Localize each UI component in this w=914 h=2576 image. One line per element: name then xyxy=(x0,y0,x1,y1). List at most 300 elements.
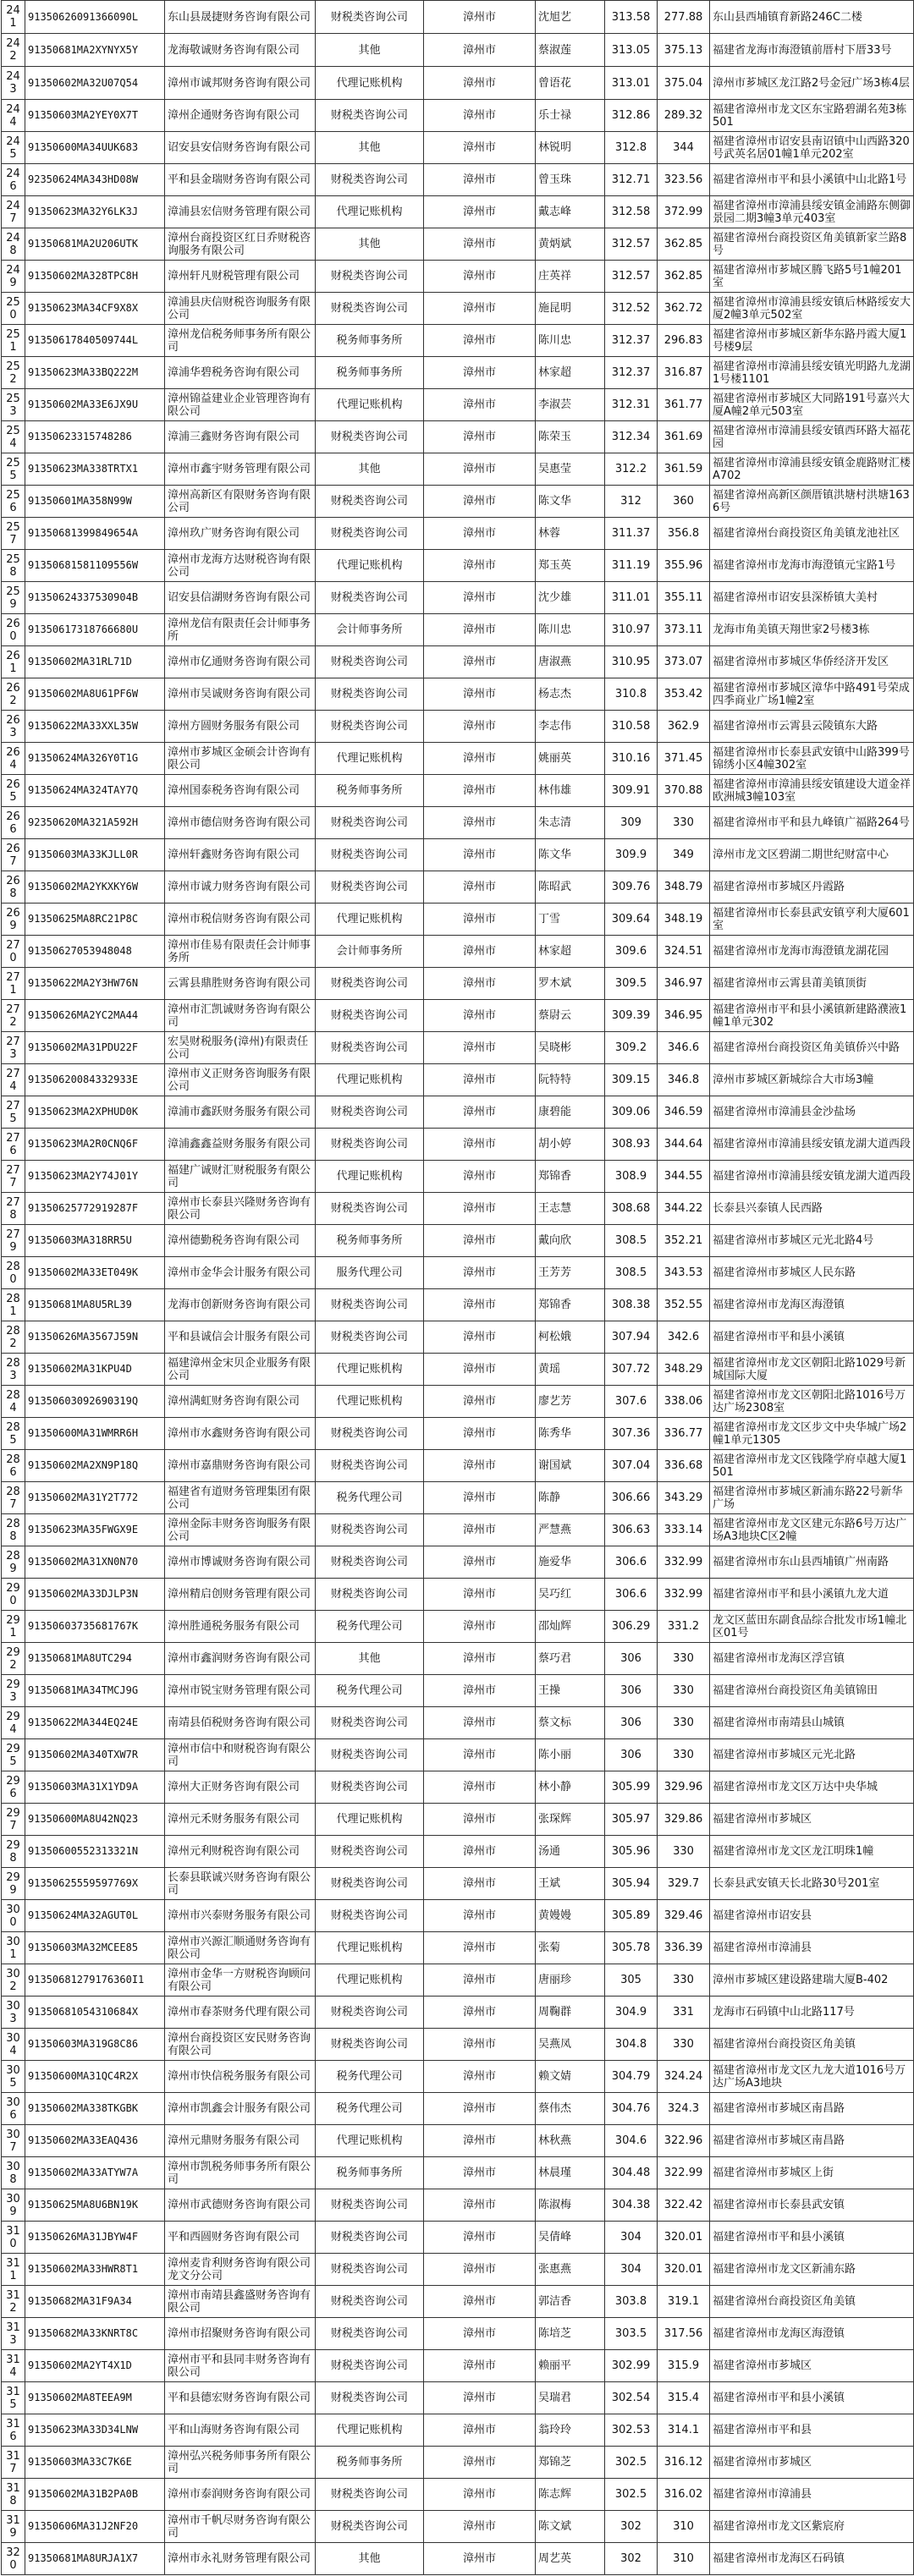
contact-person: 林家超 xyxy=(536,936,605,968)
score: 309.06 xyxy=(605,1096,658,1129)
category: 财税类咨询公司 xyxy=(316,1321,424,1354)
company-name: 漳州台商投资区红日乔财税咨询服务有限公司 xyxy=(165,228,316,261)
index-value: 361.69 xyxy=(658,421,710,453)
category: 财税类咨询公司 xyxy=(316,1546,424,1579)
city: 漳州市 xyxy=(424,67,536,100)
contact-person: 林秋燕 xyxy=(536,2125,605,2157)
contact-person: 王斌 xyxy=(536,1868,605,1900)
contact-person: 陈川忠 xyxy=(536,325,605,357)
category: 财税类咨询公司 xyxy=(316,1096,424,1129)
table-row xyxy=(2,1546,914,1579)
category: 财税类咨询公司 xyxy=(316,1450,424,1482)
row-number: 246 xyxy=(2,164,25,196)
credit-code: 91350624MA324TAY7Q xyxy=(25,775,165,807)
score: 302.5 xyxy=(605,2447,658,2479)
credit-code: 91350602MA338TKGBK xyxy=(25,2093,165,2125)
contact-person: 张惠燕 xyxy=(536,2254,605,2286)
company-name: 南靖县佰税财务咨询有限公司 xyxy=(165,1707,316,1739)
company-name: 诏安县信湖财务咨询有限公司 xyxy=(165,582,316,614)
score: 304.8 xyxy=(605,2029,658,2061)
category: 财税类咨询公司 xyxy=(316,100,424,132)
score: 302 xyxy=(605,2543,658,2575)
contact-person: 陈川忠 xyxy=(536,614,605,646)
credit-code: 91350603092690319Q xyxy=(25,1386,165,1418)
category: 财税类咨询公司 xyxy=(316,2511,424,2543)
contact-person: 阮特特 xyxy=(536,1064,605,1096)
credit-code: 91350602MA328TPC8H xyxy=(25,261,165,293)
city: 漳州市 xyxy=(424,1000,536,1032)
address: 福建省漳州市芗城区腾飞路5号1幢201室 xyxy=(710,261,914,293)
row-number: 305 xyxy=(2,2061,25,2093)
address: 福建省漳州市漳浦县 xyxy=(710,2479,914,2511)
table-row xyxy=(2,421,914,453)
address: 福建省漳州市芗城区新华东路丹霞大厦1号楼9层 xyxy=(710,325,914,357)
city: 漳州市 xyxy=(424,871,536,904)
address: 福建省漳州市芗城区 xyxy=(710,1804,914,1836)
row-number: 315 xyxy=(2,2382,25,2414)
table-row xyxy=(2,1964,914,1997)
address: 福建省漳州市龙海市海澄镇龙湖花园 xyxy=(710,936,914,968)
credit-code: 91350623MA33D34LNW xyxy=(25,2414,165,2447)
city: 漳州市 xyxy=(424,1611,536,1643)
company-name: 漳州市龙海方达财税咨询有限公司 xyxy=(165,550,316,582)
company-name: 漳州市招聚财务咨询有限公司 xyxy=(165,2318,316,2350)
city: 漳州市 xyxy=(424,1321,536,1354)
credit-code: 91350603MA2YEY0X7T xyxy=(25,100,165,132)
company-name: 漳州轩鑫财务咨询有限公司 xyxy=(165,839,316,871)
contact-person: 吴倩峰 xyxy=(536,2222,605,2254)
index-value: 330 xyxy=(658,2029,710,2061)
score: 311.01 xyxy=(605,582,658,614)
credit-code: 91350602MA33ET049K xyxy=(25,1257,165,1289)
category: 财税类咨询公司 xyxy=(316,646,424,678)
city: 漳州市 xyxy=(424,1868,536,1900)
credit-code: 91350617318766680U xyxy=(25,614,165,646)
row-number: 286 xyxy=(2,1450,25,1482)
company-name: 云霄县鼎胜财务咨询有限公司 xyxy=(165,968,316,1000)
row-number: 311 xyxy=(2,2254,25,2286)
category: 代理记账机构 xyxy=(316,1964,424,1997)
row-number: 301 xyxy=(2,1932,25,1964)
company-name: 龙海敬诚财务咨询有限公司 xyxy=(165,34,316,67)
category: 财税类咨询公司 xyxy=(316,518,424,550)
contact-person: 陈秀华 xyxy=(536,1418,605,1450)
credit-code: 91350623MA35FWGX9E xyxy=(25,1514,165,1546)
table-row xyxy=(2,389,914,421)
row-number: 268 xyxy=(2,871,25,904)
index-value: 323.56 xyxy=(658,164,710,196)
index-value: 330 xyxy=(658,1836,710,1868)
contact-person: 陈文华 xyxy=(536,486,605,518)
address: 福建省漳州市芗城区人民东路 xyxy=(710,1257,914,1289)
row-number: 277 xyxy=(2,1161,25,1193)
category: 代理记账机构 xyxy=(316,1064,424,1096)
row-number: 276 xyxy=(2,1129,25,1161)
city: 漳州市 xyxy=(424,1997,536,2029)
category: 财税类咨询公司 xyxy=(316,839,424,871)
city: 漳州市 xyxy=(424,1932,536,1964)
row-number: 278 xyxy=(2,1193,25,1225)
score: 312 xyxy=(605,486,658,518)
address: 福建省漳州台商投资区角美镇锦田 xyxy=(710,1675,914,1707)
city: 漳州市 xyxy=(424,1129,536,1161)
contact-person: 杨志杰 xyxy=(536,678,605,711)
city: 漳州市 xyxy=(424,34,536,67)
index-value: 344.64 xyxy=(658,1129,710,1161)
index-value: 316.12 xyxy=(658,2447,710,2479)
company-name: 漳州金际丰财务咨询服务有限公司 xyxy=(165,1514,316,1546)
score: 306.66 xyxy=(605,1482,658,1514)
credit-code: 91350623MA33BQ222M xyxy=(25,357,165,389)
index-value: 346.59 xyxy=(658,1096,710,1129)
row-number: 274 xyxy=(2,1064,25,1096)
credit-code: 91350626MA31JBYW4F xyxy=(25,2222,165,2254)
credit-code: 91350602MA8TEEA9M xyxy=(25,2382,165,2414)
contact-person: 李志伟 xyxy=(536,711,605,743)
table-row xyxy=(2,67,914,100)
city: 漳州市 xyxy=(424,1161,536,1193)
table-row xyxy=(2,1,914,34)
row-number: 303 xyxy=(2,1997,25,2029)
index-value: 373.11 xyxy=(658,614,710,646)
index-value: 330 xyxy=(658,807,710,839)
company-name: 漳州德勤税务咨询有限公司 xyxy=(165,1225,316,1257)
credit-code: 91350602MA2YT4X1D xyxy=(25,2350,165,2382)
row-number: 281 xyxy=(2,1289,25,1321)
city: 漳州市 xyxy=(424,2382,536,2414)
category: 财税类咨询公司 xyxy=(316,2222,424,2254)
score: 306.6 xyxy=(605,1579,658,1611)
credit-code: 91350601MA358N99W xyxy=(25,486,165,518)
score: 311.19 xyxy=(605,550,658,582)
category: 代理记账机构 xyxy=(316,1354,424,1386)
contact-person: 庄英祥 xyxy=(536,261,605,293)
address: 福建省漳州市芗城区漳华中路491号荣成四季商业广场1幢2室 xyxy=(710,678,914,711)
address: 福建省漳州市芗城区大同路191号嘉兴大厦A幢2单元503室 xyxy=(710,389,914,421)
table-row xyxy=(2,1868,914,1900)
city: 漳州市 xyxy=(424,1546,536,1579)
address: 福建省龙海市海澄镇前厝村下厝33号 xyxy=(710,34,914,67)
company-name: 漳浦华碧税务咨询有限公司 xyxy=(165,357,316,389)
category: 会计师事务所 xyxy=(316,936,424,968)
credit-code: 91350624337530904B xyxy=(25,582,165,614)
category: 税务代理公司 xyxy=(316,1675,424,1707)
row-number: 266 xyxy=(2,807,25,839)
score: 307.6 xyxy=(605,1386,658,1418)
company-name: 漳州市金华一方财税咨询顾问有限公司 xyxy=(165,1964,316,1997)
category: 税务代理公司 xyxy=(316,2061,424,2093)
city: 漳州市 xyxy=(424,2222,536,2254)
credit-code: 91350622MA2Y3HW76N xyxy=(25,968,165,1000)
company-name: 漳浦市鑫跃财务服务有限公司 xyxy=(165,1096,316,1129)
category: 税务代理公司 xyxy=(316,1482,424,1514)
table-row xyxy=(2,1064,914,1096)
table-row xyxy=(2,453,914,486)
table-row xyxy=(2,2222,914,2254)
contact-person: 郑锦香 xyxy=(536,1289,605,1321)
city: 漳州市 xyxy=(424,164,536,196)
credit-code: 91350600MA31QC4R2X xyxy=(25,2061,165,2093)
table-row xyxy=(2,2447,914,2479)
company-name: 漳州市锐宝财务管理有限公司 xyxy=(165,1675,316,1707)
table-row xyxy=(2,1225,914,1257)
table-row xyxy=(2,1771,914,1804)
company-name: 东山县晟捷财务咨询有限公司 xyxy=(165,1,316,34)
row-number: 267 xyxy=(2,839,25,871)
company-name: 漳州市税信财务咨询有限公司 xyxy=(165,904,316,936)
table-row xyxy=(2,1386,914,1418)
score: 302.54 xyxy=(605,2382,658,2414)
city: 漳州市 xyxy=(424,196,536,228)
address: 福建省漳州市龙文区东宝路碧湖名苑3栋501 xyxy=(710,100,914,132)
credit-code: 91350625772919287F xyxy=(25,1193,165,1225)
index-value: 330 xyxy=(658,1643,710,1675)
contact-person: 林蓉 xyxy=(536,518,605,550)
address: 漳州市芗城区新城综合大市场3幢 xyxy=(710,1064,914,1096)
category: 代理记账机构 xyxy=(316,196,424,228)
city: 漳州市 xyxy=(424,1804,536,1836)
address: 福建省漳州市漳浦县绥安镇建设大道金祥欧洲城3幢103室 xyxy=(710,775,914,807)
city: 漳州市 xyxy=(424,2061,536,2093)
contact-person: 吴晓彬 xyxy=(536,1032,605,1064)
index-value: 330 xyxy=(658,1707,710,1739)
category: 财税类咨询公司 xyxy=(316,1739,424,1771)
score: 309.6 xyxy=(605,936,658,968)
address: 福建省漳州市漳浦县 xyxy=(710,1932,914,1964)
table-row xyxy=(2,775,914,807)
contact-person: 陈小丽 xyxy=(536,1739,605,1771)
row-number: 307 xyxy=(2,2125,25,2157)
category: 代理记账机构 xyxy=(316,2414,424,2447)
address: 东山县西埔镇育新路246C二楼 xyxy=(710,1,914,34)
contact-person: 黄炳斌 xyxy=(536,228,605,261)
city: 漳州市 xyxy=(424,550,536,582)
index-value: 348.79 xyxy=(658,871,710,904)
contact-person: 郑锦芝 xyxy=(536,2447,605,2479)
table-row xyxy=(2,1032,914,1064)
table-row xyxy=(2,1321,914,1354)
city: 漳州市 xyxy=(424,486,536,518)
index-value: 355.96 xyxy=(658,550,710,582)
contact-person: 吴燕凤 xyxy=(536,2029,605,2061)
row-number: 255 xyxy=(2,453,25,486)
index-value: 371.45 xyxy=(658,743,710,775)
address: 福建省漳州市漳浦县绥安镇龙湖大道西段 xyxy=(710,1161,914,1193)
index-value: 336.68 xyxy=(658,1450,710,1482)
row-number: 291 xyxy=(2,1611,25,1643)
row-number: 299 xyxy=(2,1868,25,1900)
credit-code: 91350681MA8UTC294 xyxy=(25,1643,165,1675)
city: 漳州市 xyxy=(424,614,536,646)
score: 305 xyxy=(605,1964,658,1997)
company-name: 漳州麦肯利财务咨询有限公司龙文分公司 xyxy=(165,2254,316,2286)
score: 306.63 xyxy=(605,1514,658,1546)
contact-person: 乐士禄 xyxy=(536,100,605,132)
row-number: 304 xyxy=(2,2029,25,2061)
credit-code: 91350620084332933E xyxy=(25,1064,165,1096)
city: 漳州市 xyxy=(424,421,536,453)
score: 305.89 xyxy=(605,1900,658,1932)
contact-person: 陈文华 xyxy=(536,839,605,871)
city: 漳州市 xyxy=(424,132,536,164)
company-name: 漳州市佳易有限责任会计师事务所 xyxy=(165,936,316,968)
address: 福建省漳州市芗城区新浦东路22号新华广场 xyxy=(710,1482,914,1514)
contact-person: 赖文婧 xyxy=(536,2061,605,2093)
index-value: 346.95 xyxy=(658,1000,710,1032)
contact-person: 林锐明 xyxy=(536,132,605,164)
address: 福建省漳州市芗城区 xyxy=(710,2350,914,2382)
category: 财税类咨询公司 xyxy=(316,968,424,1000)
contact-person: 曾玉珠 xyxy=(536,164,605,196)
index-value: 346.6 xyxy=(658,1032,710,1064)
company-name: 漳州市武德财务咨询有限公司 xyxy=(165,2189,316,2222)
credit-code: 91350627053948048 xyxy=(25,936,165,968)
row-number: 251 xyxy=(2,325,25,357)
row-number: 296 xyxy=(2,1771,25,1804)
company-name: 漳州市汇凯诚财务咨询有限公司 xyxy=(165,1000,316,1032)
category: 代理记账机构 xyxy=(316,1386,424,1418)
address: 福建省漳州市漳浦县绥安镇金鹿路财汇楼A702 xyxy=(710,453,914,486)
table-row xyxy=(2,357,914,389)
city: 漳州市 xyxy=(424,1836,536,1868)
row-number: 250 xyxy=(2,293,25,325)
company-name: 漳州大正财务咨询有限公司 xyxy=(165,1771,316,1804)
category: 财税类咨询公司 xyxy=(316,1997,424,2029)
row-number: 262 xyxy=(2,678,25,711)
address: 福建省漳州市平和县小溪镇 xyxy=(710,2382,914,2414)
address: 福建省漳州市龙海区浮宫镇 xyxy=(710,1643,914,1675)
table-row xyxy=(2,261,914,293)
score: 310.8 xyxy=(605,678,658,711)
table-row xyxy=(2,293,914,325)
index-value: 362.85 xyxy=(658,228,710,261)
address: 福建省漳州市龙文区建元东路6号万达广场A3地块C区2幢 xyxy=(710,1514,914,1546)
table-row xyxy=(2,228,914,261)
row-number: 258 xyxy=(2,550,25,582)
city: 漳州市 xyxy=(424,743,536,775)
city: 漳州市 xyxy=(424,1257,536,1289)
contact-person: 吴巧红 xyxy=(536,1579,605,1611)
row-number: 313 xyxy=(2,2318,25,2350)
table-row xyxy=(2,2318,914,2350)
score: 306 xyxy=(605,1643,658,1675)
category: 财税类咨询公司 xyxy=(316,1193,424,1225)
row-number: 283 xyxy=(2,1354,25,1386)
category: 财税类咨询公司 xyxy=(316,1032,424,1064)
city: 漳州市 xyxy=(424,2125,536,2157)
row-number: 252 xyxy=(2,357,25,389)
index-value: 349 xyxy=(658,839,710,871)
address: 福建省漳州高新区颜厝镇洪塘村洪塘1636号 xyxy=(710,486,914,518)
index-value: 315.9 xyxy=(658,2350,710,2382)
credit-code: 91350602MA2XN9P18Q xyxy=(25,1450,165,1482)
city: 漳州市 xyxy=(424,325,536,357)
credit-code: 91350603MA33C7K6E xyxy=(25,2447,165,2479)
company-name: 福建广诚财汇财税服务有限公司 xyxy=(165,1161,316,1193)
index-value: 362.72 xyxy=(658,293,710,325)
row-number: 302 xyxy=(2,1964,25,1997)
index-value: 322.96 xyxy=(658,2125,710,2157)
row-number: 272 xyxy=(2,1000,25,1032)
address: 福建省漳州市龙文区新浦东路 xyxy=(710,2254,914,2286)
contact-person: 陈培芝 xyxy=(536,2318,605,2350)
score: 306 xyxy=(605,1675,658,1707)
address: 福建省漳州市平和县小溪镇新建路濮液1幢1单元302 xyxy=(710,1000,914,1032)
table-row xyxy=(2,1354,914,1386)
table-row xyxy=(2,1161,914,1193)
city: 漳州市 xyxy=(424,1418,536,1450)
credit-code: 91350626MA2YC2MA44 xyxy=(25,1000,165,1032)
contact-person: 朱志清 xyxy=(536,807,605,839)
category: 税务师事务所 xyxy=(316,2157,424,2189)
address: 福建省漳州市龙海区石码镇 xyxy=(710,2543,914,2575)
score: 310.95 xyxy=(605,646,658,678)
index-value: 331.2 xyxy=(658,1611,710,1643)
city: 漳州市 xyxy=(424,2447,536,2479)
table-row xyxy=(2,1450,914,1482)
city: 漳州市 xyxy=(424,1514,536,1546)
credit-code: 91350602MA340TXW7R xyxy=(25,1739,165,1771)
city: 漳州市 xyxy=(424,2093,536,2125)
index-value: 346.8 xyxy=(658,1064,710,1096)
table-row xyxy=(2,968,914,1000)
credit-code: 91350626MA3567J59N xyxy=(25,1321,165,1354)
row-number: 270 xyxy=(2,936,25,968)
contact-person: 施昆明 xyxy=(536,293,605,325)
score: 307.94 xyxy=(605,1321,658,1354)
category: 财税类咨询公司 xyxy=(316,2382,424,2414)
table-row xyxy=(2,1193,914,1225)
score: 305.94 xyxy=(605,1868,658,1900)
table-row xyxy=(2,2511,914,2543)
index-value: 329.46 xyxy=(658,1900,710,1932)
contact-person: 林伟雄 xyxy=(536,775,605,807)
index-value: 344.55 xyxy=(658,1161,710,1193)
contact-person: 蔡尉云 xyxy=(536,1000,605,1032)
credit-code: 91350622MA344EQ24E xyxy=(25,1707,165,1739)
index-value: 329.7 xyxy=(658,1868,710,1900)
row-number: 256 xyxy=(2,486,25,518)
company-name: 漳州市金华会计服务有限公司 xyxy=(165,1257,316,1289)
index-value: 344 xyxy=(658,132,710,164)
address: 福建省漳州台商投资区角美镇侨兴中路 xyxy=(710,1032,914,1064)
company-name: 漳州方圆财务服务有限公司 xyxy=(165,711,316,743)
score: 311.37 xyxy=(605,518,658,550)
score: 306 xyxy=(605,1739,658,1771)
category: 代理记账机构 xyxy=(316,550,424,582)
address: 福建省漳州市漳浦县绥安镇西环路大福花园 xyxy=(710,421,914,453)
city: 漳州市 xyxy=(424,1643,536,1675)
city: 漳州市 xyxy=(424,839,536,871)
score: 308.9 xyxy=(605,1161,658,1193)
index-value: 362.85 xyxy=(658,261,710,293)
index-value: 320.01 xyxy=(658,2222,710,2254)
table-row xyxy=(2,1997,914,2029)
table-row xyxy=(2,2061,914,2093)
credit-code: 91350623MA2XPHUD0K xyxy=(25,1096,165,1129)
city: 漳州市 xyxy=(424,1675,536,1707)
category: 税务师事务所 xyxy=(316,357,424,389)
credit-code: 92350620MA321A592H xyxy=(25,807,165,839)
score: 312.52 xyxy=(605,293,658,325)
address: 福建省漳州市漳浦县绥安镇龙湖大道西段 xyxy=(710,1129,914,1161)
contact-person: 谢国斌 xyxy=(536,1450,605,1482)
table-row xyxy=(2,196,914,228)
city: 漳州市 xyxy=(424,293,536,325)
category: 财税类咨询公司 xyxy=(316,807,424,839)
credit-code: 91350622MA33XXL35W xyxy=(25,711,165,743)
index-value: 348.29 xyxy=(658,1354,710,1386)
